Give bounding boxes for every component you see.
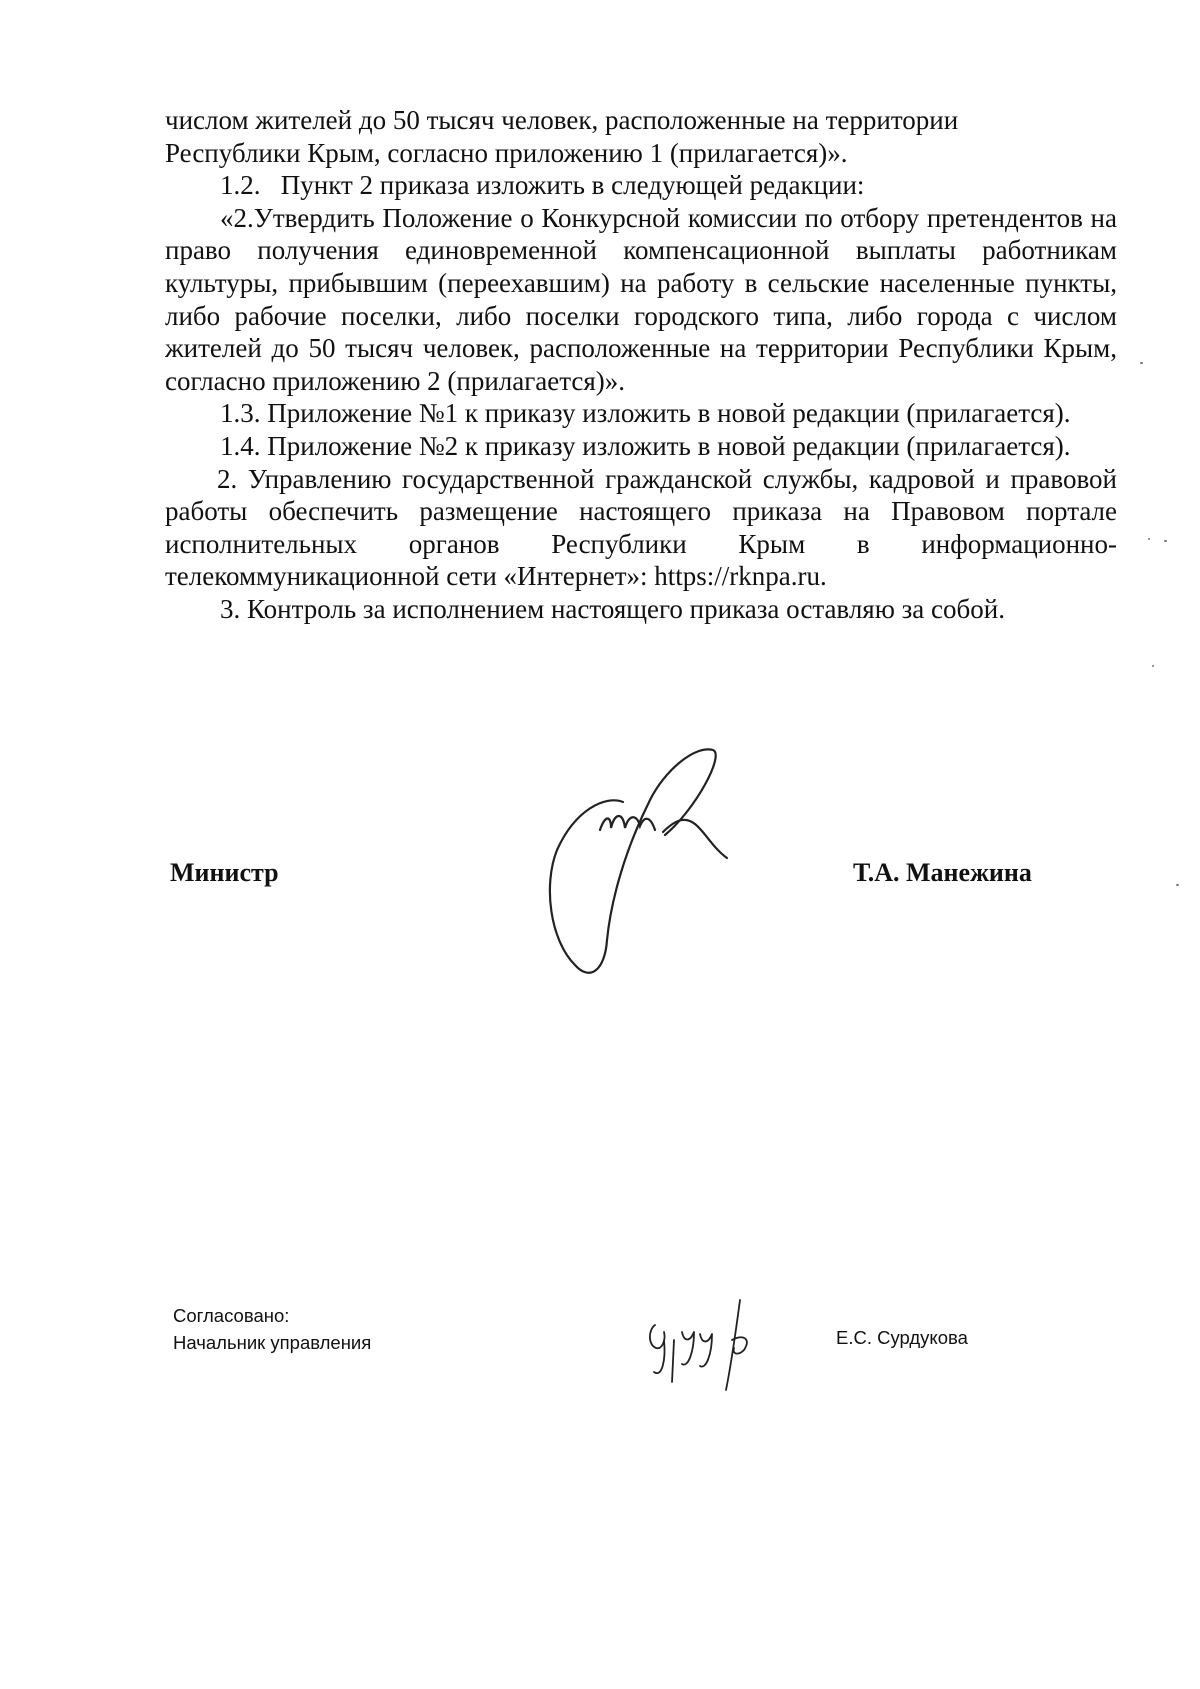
paragraph-1-2: 1.2. Пункт 2 приказа изложить в следующей редакции: bbox=[220, 170, 865, 201]
document-body bbox=[165, 104, 1117, 626]
approver-name: Е.С. Сурдукова bbox=[836, 1327, 968, 1348]
signer-position: Министр bbox=[170, 858, 279, 887]
approval-block bbox=[173, 1302, 371, 1356]
approver-position: Начальник управления bbox=[173, 1332, 372, 1353]
scan-speck bbox=[1152, 665, 1154, 667]
paragraph-continuation bbox=[165, 104, 1117, 169]
paragraph-quoted-item-2: «2.Утвердить Положение о Конкурсной комиссии по отбору претендентов на право получения единовременной компенсационной выплаты работникам культуры, прибывшим (переехавшим) на работу в сельские населенные пункты, либо рабочие поселки, либо поселки городского типа, либо города с числом жителей до 50 тысяч человек, расположенные на территории Республики Крым, согласно приложению 2 (прилагается)». bbox=[165, 202, 1117, 396]
scan-speck bbox=[1148, 538, 1150, 540]
scan-speck bbox=[1164, 540, 1167, 542]
paragraph-continuation-line-2: Республики Крым, согласно приложению 1 (прилагается)». bbox=[165, 137, 848, 168]
signer-name: Т.А. Манежина bbox=[853, 858, 1032, 887]
signature-main bbox=[545, 740, 745, 990]
signature-approver bbox=[640, 1290, 780, 1400]
paragraph-1-3: 1.3. Приложение №1 к приказу изложить в новой редакции (прилагается). bbox=[220, 398, 1071, 429]
paragraph-continuation-line-1: числом жителей до 50 тысяч человек, расположенные на территории bbox=[165, 105, 959, 135]
scan-speck bbox=[1176, 884, 1179, 886]
approval-label: Согласовано: bbox=[173, 1305, 290, 1326]
paragraph-2: 2. Управлению государственной гражданской службы, кадровой и правовой работы обеспечить размещение настоящего приказа на Правовом портале исполнительных органов Республики Крым в информационно-телекоммуникационной сети «Интернет»: https://rknpa.ru. bbox=[165, 463, 1117, 592]
scan-speck bbox=[1140, 362, 1143, 364]
paragraph-1-4: 1.4. Приложение №2 к приказу изложить в новой редакции (прилагается). bbox=[220, 430, 1071, 461]
paragraph-3: 3. Контроль за исполнением настоящего приказа оставляю за собой. bbox=[220, 593, 1005, 624]
